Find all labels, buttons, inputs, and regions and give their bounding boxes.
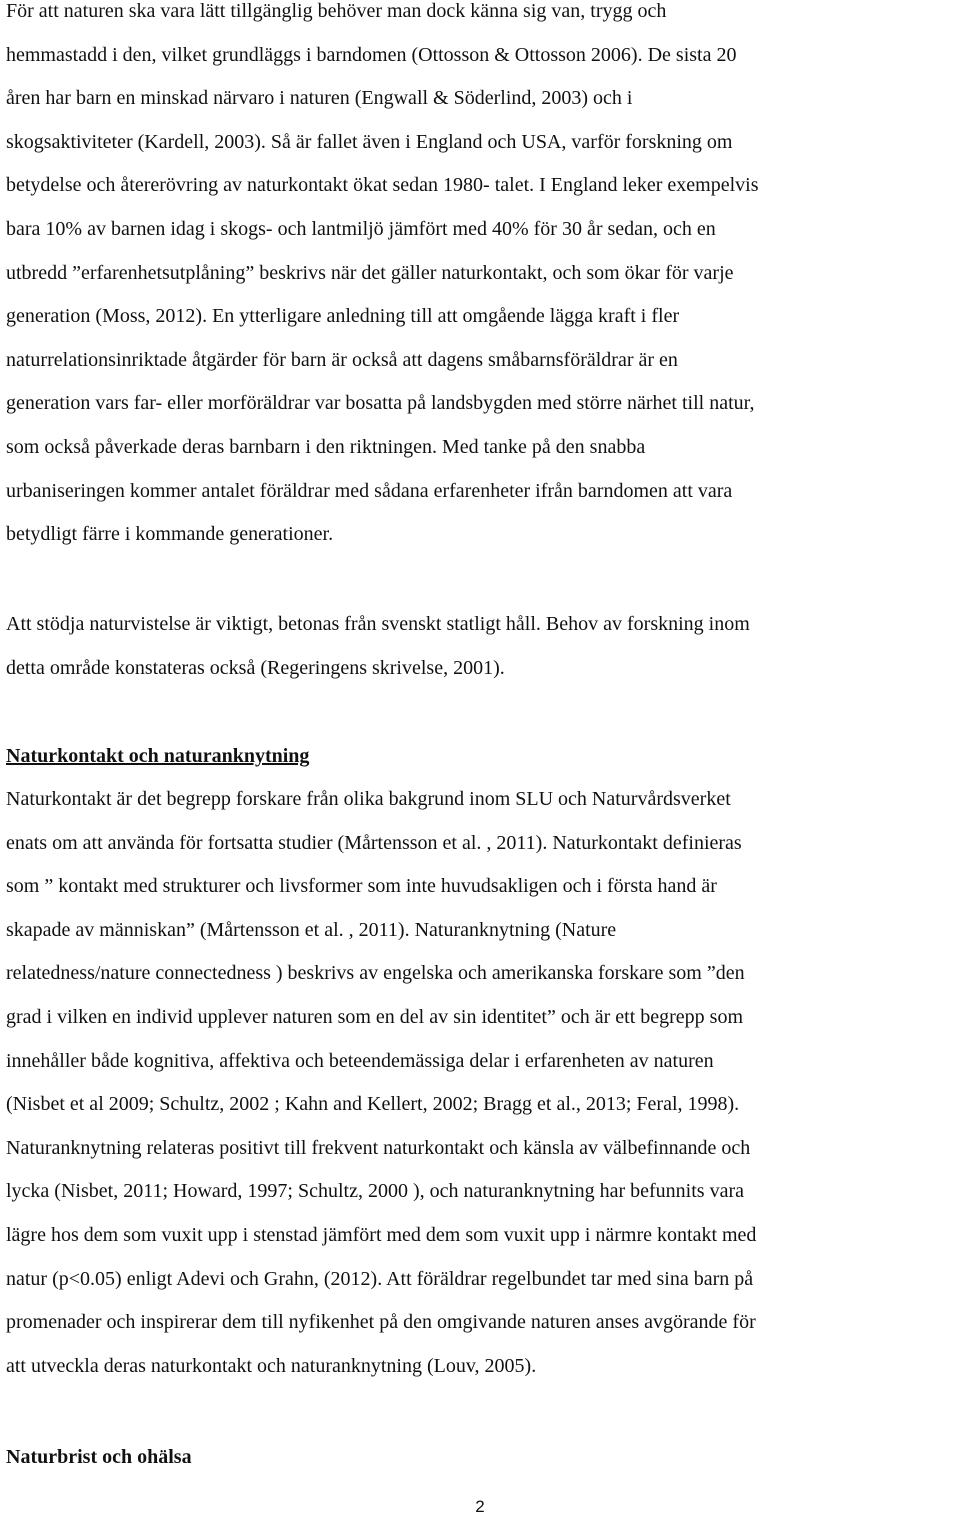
text-line: åren har barn en minskad närvaro i naturen (Engwall & Söderlind, 2003) och i	[6, 87, 633, 110]
text-line: lycka (Nisbet, 2011; Howard, 1997; Schultz, 2000 ), och naturanknytning har befunnits vara	[6, 1180, 744, 1203]
text-line: skogsaktiviteter (Kardell, 2003). Så är fallet även i England och USA, varför forskning om	[6, 130, 733, 153]
page-number: 2	[475, 1497, 485, 1516]
text-line: som ” kontakt med strukturer och livsformer som inte huvudsakligen och i första hand är	[6, 875, 717, 898]
paragraph-naturkontakt-definition	[6, 778, 756, 1388]
text-line: relatedness/nature connectedness ) beskrivs av engelska och amerikanska forskare som ”den	[6, 962, 745, 985]
text-line: att utveckla deras naturkontakt och naturanknytning (Louv, 2005).	[6, 1354, 537, 1377]
text-line: betydligt färre i kommande generationer.	[6, 523, 334, 546]
paragraph-state-support	[6, 603, 750, 690]
text-line: innehåller både kognitiva, affektiva och beteendemässiga delar i erfarenheten av naturen	[6, 1049, 714, 1072]
section-heading-naturkontakt: Naturkontakt och naturanknytning	[6, 745, 310, 767]
text-line: grad i vilken en individ upplever naturen som en del av sin identitet” och är ett begrepp som	[6, 1005, 744, 1028]
text-line: generation vars far- eller morföräldrar var bosatta på landsbygden med större närhet till natur,	[6, 392, 755, 415]
text-line: naturrelationsinriktade åtgärder för barn är också att dagens småbarnsföräldrar är en	[6, 348, 678, 371]
text-line: Naturkontakt är det begrepp forskare från olika bakgrund inom SLU och Naturvårdsverket	[6, 788, 731, 810]
text-line: promenader och inspirerar dem till nyfikenhet på den omgivande naturen anses avgörande för	[6, 1311, 756, 1334]
text-line: (Nisbet et al 2009; Schultz, 2002 ; Kahn and Kellert, 2002; Bragg et al., 2013; Feral, 1998).	[6, 1093, 740, 1116]
text-line: som också påverkade deras barnbarn i den riktningen. Med tanke på den snabba	[6, 435, 646, 458]
text-line: generation (Moss, 2012). En ytterligare anledning till att omgående lägga kraft i fler	[6, 305, 680, 328]
text-line: Naturanknytning relateras positivt till frekvent naturkontakt och känsla av välbefinnande och	[6, 1136, 751, 1159]
paragraph-childhood-nature	[6, 0, 759, 557]
text-line: hemmastadd i den, vilket grundläggs i barndomen (Ottosson & Ottosson 2006). De sista 20	[6, 43, 737, 66]
text-line: enats om att använda för fortsatta studier (Mårtensson et al. , 2011). Naturkontakt definieras	[6, 831, 742, 854]
text-line: utbredd ”erfarenhetsutplåning” beskrivs när det gäller naturkontakt, och som ökar för varje	[6, 261, 734, 284]
text-line: natur (p<0.05) enligt Adevi och Grahn, (2012). Att föräldrar regelbundet tar med sina barn på	[6, 1267, 754, 1290]
text-line: Att stödja naturvistelse är viktigt, betonas från svenskt statligt håll. Behov av forskning inom	[6, 613, 750, 635]
text-line: urbaniseringen kommer antalet föräldrar med sådana erfarenheter ifrån barndomen att vara	[6, 479, 733, 502]
text-line: För att naturen ska vara lätt tillgänglig behöver man dock känna sig van, trygg och	[6, 0, 667, 22]
text-line: bara 10% av barnen idag i skogs- och lantmiljö jämfört med 40% för 30 år sedan, och en	[6, 217, 716, 240]
section-heading-naturbrist: Naturbrist och ohälsa	[6, 1446, 192, 1468]
text-line: skapade av människan” (Mårtensson et al. , 2011). Naturanknytning (Nature	[6, 918, 617, 941]
text-line: betydelse och återerövring av naturkontakt ökat sedan 1980- talet. I England leker exempelvis	[6, 174, 759, 197]
text-line: lägre hos dem som vuxit upp i stenstad jämfört med dem som vuxit upp i närmre kontakt med	[6, 1223, 757, 1246]
text-line: detta område konstateras också (Regeringens skrivelse, 2001).	[6, 656, 505, 679]
